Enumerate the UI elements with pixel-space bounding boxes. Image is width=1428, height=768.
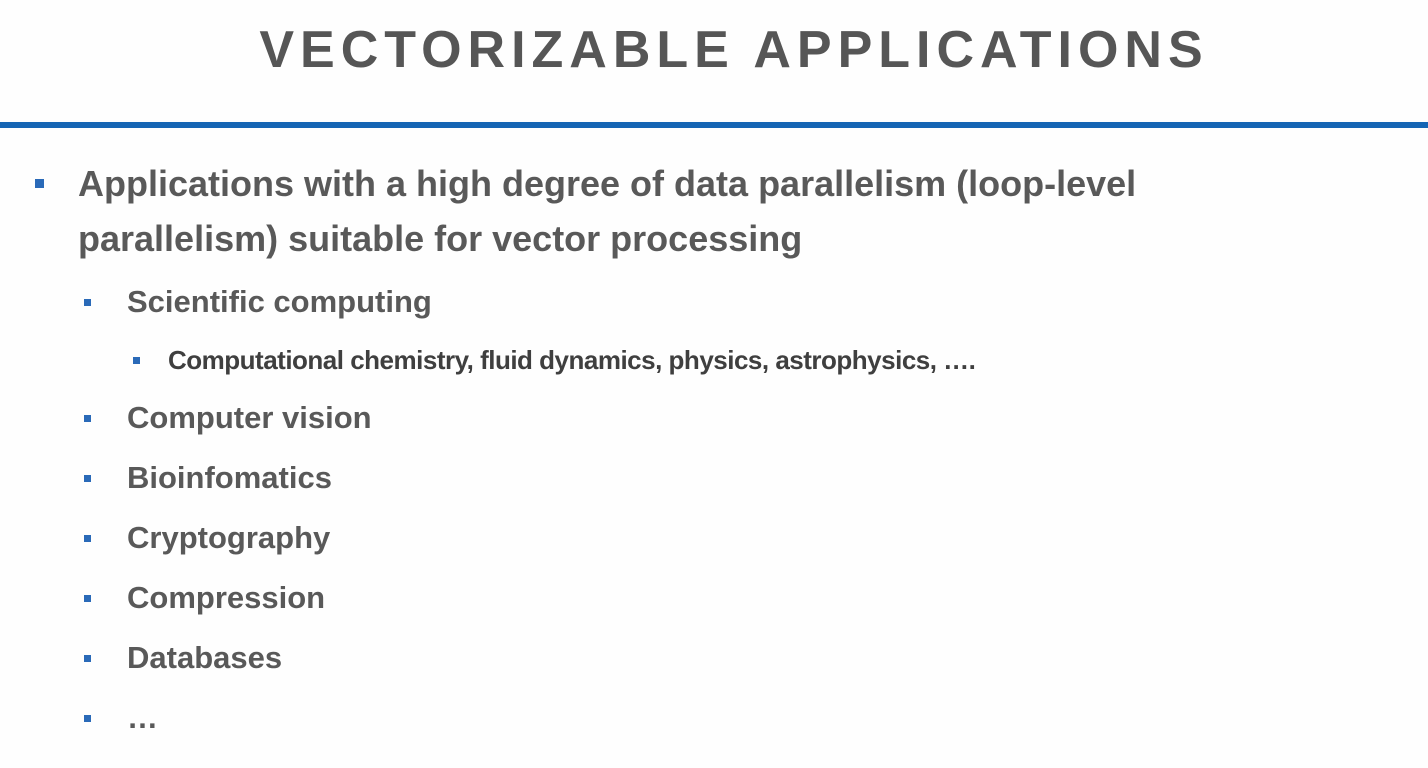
sub-bullet-databases: Databases [127,640,283,675]
sub-bullet-scientific-computing: Scientific computing [127,284,432,319]
sub-bullet-ellipsis: … [127,700,158,735]
square-bullet-icon [84,475,91,482]
square-bullet-icon [35,179,44,188]
square-bullet-icon [84,415,91,422]
sub-bullet-computer-vision: Computer vision [127,400,372,435]
main-bullet-line-1: Applications with a high degree of data parallelism (loop-level [78,163,1137,204]
sub-bullet-cryptography: Cryptography [127,520,331,555]
square-bullet-icon [84,655,91,662]
sub-bullet-bioinfomatics: Bioinfomatics [127,460,332,495]
nested-bullet-scientific-fields: Computational chemistry, fluid dynamics, physics, astrophysics, …. [168,345,976,375]
square-bullet-icon [133,357,140,364]
square-bullet-icon [84,535,91,542]
main-bullet-line-2: parallelism) suitable for vector processing [78,218,803,259]
title-divider [0,122,1428,128]
sub-bullet-compression: Compression [127,580,326,615]
square-bullet-icon [84,595,91,602]
slide-title: VECTORIZABLE APPLICATIONS [259,21,1209,79]
square-bullet-icon [84,715,91,722]
square-bullet-icon [84,299,91,306]
